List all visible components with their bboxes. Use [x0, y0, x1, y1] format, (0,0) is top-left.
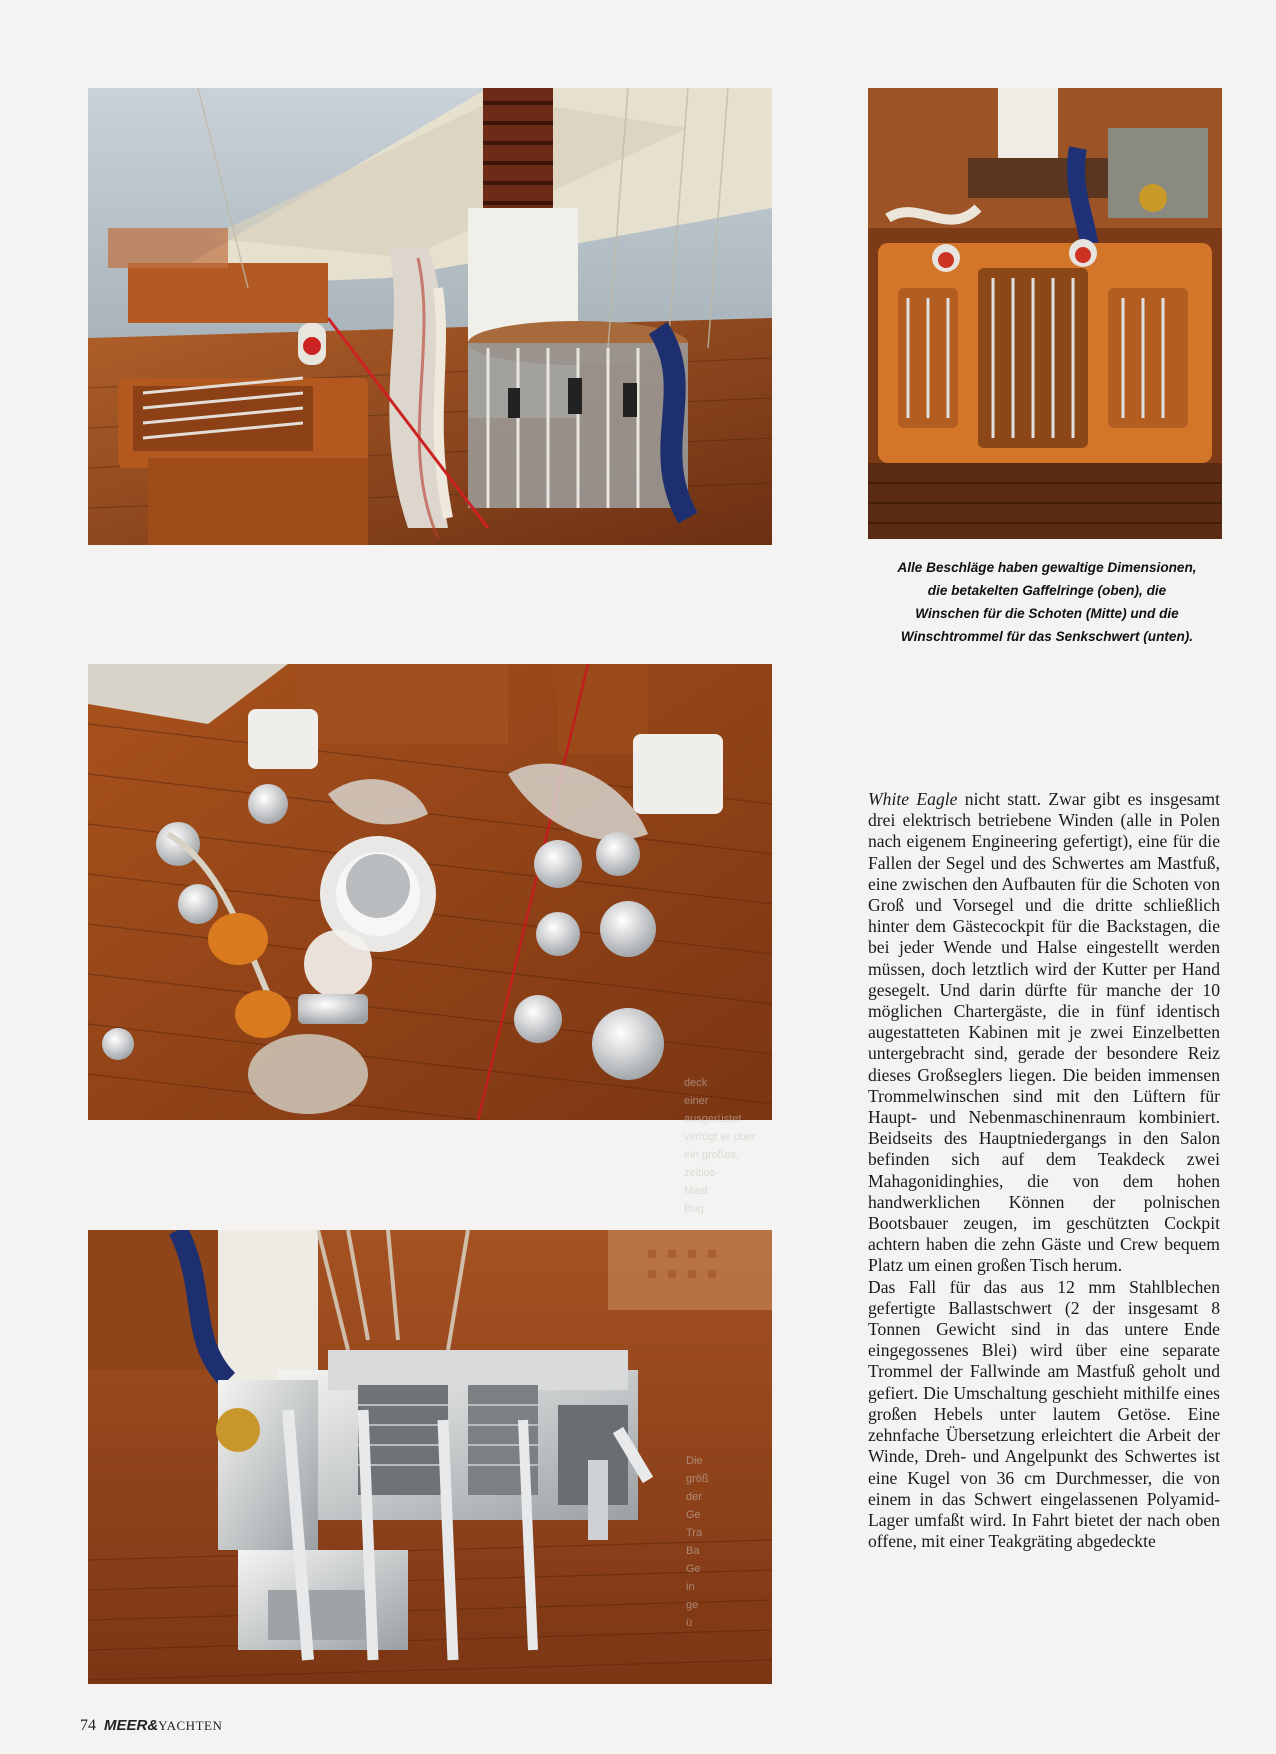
magazine-logo	[104, 1717, 222, 1735]
magazine-logo-yachten: YACHTEN	[158, 1718, 223, 1733]
caption-line: die betakelten Gaffelringe (oben), die	[927, 583, 1167, 598]
magazine-logo-meer: MEER&	[104, 1717, 159, 1734]
article-paragraph	[868, 789, 1220, 1277]
caption-line: Winschtrommel für das Senkschwert (unten).	[900, 629, 1194, 644]
bleed-line: ausgerüstet	[684, 1113, 742, 1125]
article-body	[868, 789, 1220, 1552]
deck-winches-photo-icon	[88, 664, 772, 1120]
bleed-line: Ge	[686, 1509, 701, 1521]
bleed-line: Ba	[686, 1545, 700, 1557]
bleed-line: ge	[686, 1599, 699, 1611]
article-text: nicht statt. Zwar gibt es insgesamt drei elektrisch betriebene Winden (alle in Polen nach eigenem Engineering gefertigt), eine für die Fallen der Segel und des Schwertes am Mastfuß, eine zwischen den Aufbauten für die Schoten von Groß und Vorsegel und die dritte schließlich hinter dem Gästecockpit für die Backstagen, die bei jeder Wende und Halse eingestellt werden müssen, doch letztlich wird der Kutter per Hand gesegelt. Und darin dürfte für manche der 10 möglichen Chartergäste, die in fünf identisch augestatteten Kabinen mit je zwei Einzelbetten untergebracht sind, gerade der besondere Reiz dieses Großseglers liegen. Die beiden immensen Trommelwinschen sind mit den Lüftern für Haupt- und Nebenmaschinenraum kombiniert. Beidseits des Hauptniedergangs in den Salon befinden sich auf dem Teakdeck zwei Mahagonidinghies, die von dem hohen handwerklichen Können der polnischen Bootsbauer zeugen, im geschützten Cockpit achtern haben die zehn Gäste und Crew bequem Platz um einen großen Tisch herum.	[868, 789, 1220, 1276]
bleed-line: einer	[684, 1095, 709, 1107]
bleed-line: Bug	[684, 1203, 704, 1215]
bleed-line: Ge	[686, 1563, 701, 1575]
bleed-through-text	[684, 1074, 794, 1244]
article-paragraph: Das Fall für das aus 12 mm Stahlblechen gefertigte Ballastschwert (2 der insgesamt 8 Tonnen Gewicht sind in das untere Ende eingegossenes Blei) wird über eine separate Trommel der Fallwinde am Mastfuß geholt und gefiert. Die Umschaltung geschieht mithilfe eines großen Hebels unter lautem Getöse. Eine zehnfache Übersetzung erleichtert die Arbeit der Winde, Dreh- und Angelpunkt des Schwertes ist eine Kugel von 36 cm Durchmesser, die von einem in das Schwert eingelassenen Polyamid-Lager umfaßt wird. In Fahrt bietet der nach oben offene, mit einer Teakgräting abgedeckte	[868, 1276, 1220, 1552]
bleed-line: Die	[686, 1455, 703, 1467]
cockpit-photo-icon	[868, 88, 1222, 539]
cockpit-photo	[868, 88, 1222, 539]
bleed-line: ein großes,	[684, 1149, 740, 1161]
bleed-line: Mast	[684, 1185, 708, 1197]
yacht-name: White Eagle	[868, 789, 958, 809]
bleed-line: Tra	[686, 1527, 703, 1539]
bleed-line: deck	[684, 1077, 708, 1089]
photo-caption	[860, 556, 1234, 648]
page-number: 74	[80, 1717, 96, 1734]
bleed-line: in	[686, 1581, 695, 1593]
rigging-photo	[88, 88, 772, 545]
bleed-line: größ	[686, 1473, 709, 1485]
drum-winch-photo	[88, 1230, 772, 1684]
bleed-line: zeitlos-	[684, 1167, 719, 1179]
drum-winch-photo-icon	[88, 1230, 772, 1684]
bleed-line: der	[686, 1491, 702, 1503]
page-footer	[80, 1717, 222, 1735]
caption-line: Alle Beschläge haben gewaltige Dimensionen,	[897, 560, 1197, 575]
rigging-photo-icon	[88, 88, 772, 545]
deck-winches-photo	[88, 664, 772, 1120]
bleed-line: ü	[686, 1617, 693, 1629]
bleed-line: verfügt er über	[684, 1131, 756, 1143]
bleed-through-text-lower	[686, 1452, 796, 1682]
caption-line: Winschen für die Schoten (Mitte) und die	[915, 606, 1179, 621]
